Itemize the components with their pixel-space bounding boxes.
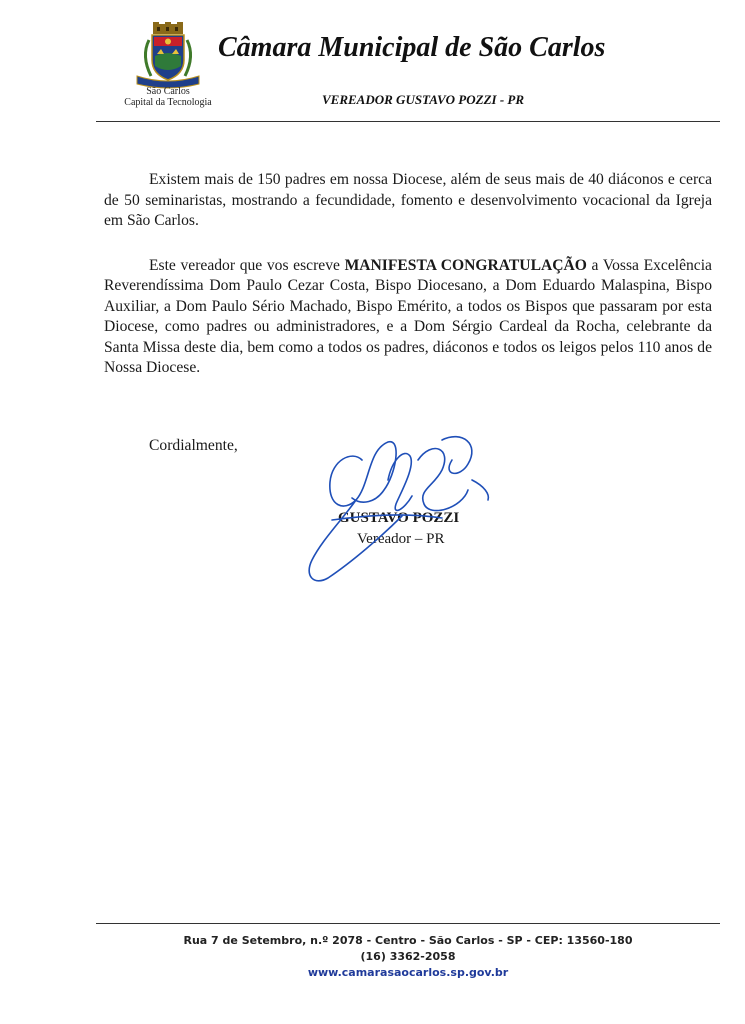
header-divider — [96, 121, 720, 122]
signatory-role: Vereador – PR — [357, 531, 445, 547]
footer-divider — [96, 923, 720, 924]
page-subtitle: VEREADOR GUSTAVO POZZI - PR — [322, 92, 525, 107]
footer-website-link[interactable]: www.camarasaocarlos.sp.gov.br — [307, 966, 509, 979]
page-title: Câmara Municipal de São Carlos — [218, 32, 606, 63]
footer-address: Rua 7 de Setembro, n.º 2078 - Centro - São Carlos - SP - CEP: 13560-180 — [183, 934, 633, 947]
paragraph-2-intro: Este vereador que vos escreve — [149, 256, 345, 274]
crest-caption — [108, 86, 228, 108]
footer-phone: (16) 3362-2058 — [360, 950, 456, 963]
paragraph-2-highlight: MANIFESTA CONGRATULAÇÃO — [344, 256, 587, 274]
footer — [96, 933, 720, 981]
crest-caption-city: São Carlos — [146, 86, 190, 97]
closing-salutation: Cordialmente, — [149, 437, 238, 454]
crest-caption-motto: Capital da Tecnologia — [124, 97, 212, 108]
handwritten-signature — [292, 420, 512, 590]
paragraph-2-rest: a Vossa Excelência Reverendíssima Dom Paulo Cezar Costa, Bispo Diocesano, a Dom Eduardo Malaspina, Bispo Auxiliar, a Dom Paulo Sério Machado, Bispo Emérito, a todos os Bispos que passaram por esta Diocese, como padres ou administradores, e a Dom Sérgio Cardeal da Rocha, celebrante da Santa Missa deste dia, bem como a todos os padres, diáconos e todos os leigos pelos 110 anos de Nossa Diocese. — [104, 256, 712, 376]
paragraph-2 — [104, 256, 712, 379]
paragraph-1: Existem mais de 150 padres em nossa Diocese, além de seus mais de 40 diáconos e cerca de 50 seminaristas, mostrando a fecundidade, fomento e desenvolvimento vocacional da Igreja em São Carlos. — [104, 171, 712, 229]
sao-carlos-coat-of-arms-icon — [133, 22, 203, 90]
signatory-name: GUSTAVO POZZI — [338, 510, 460, 526]
letter-body — [104, 170, 712, 403]
